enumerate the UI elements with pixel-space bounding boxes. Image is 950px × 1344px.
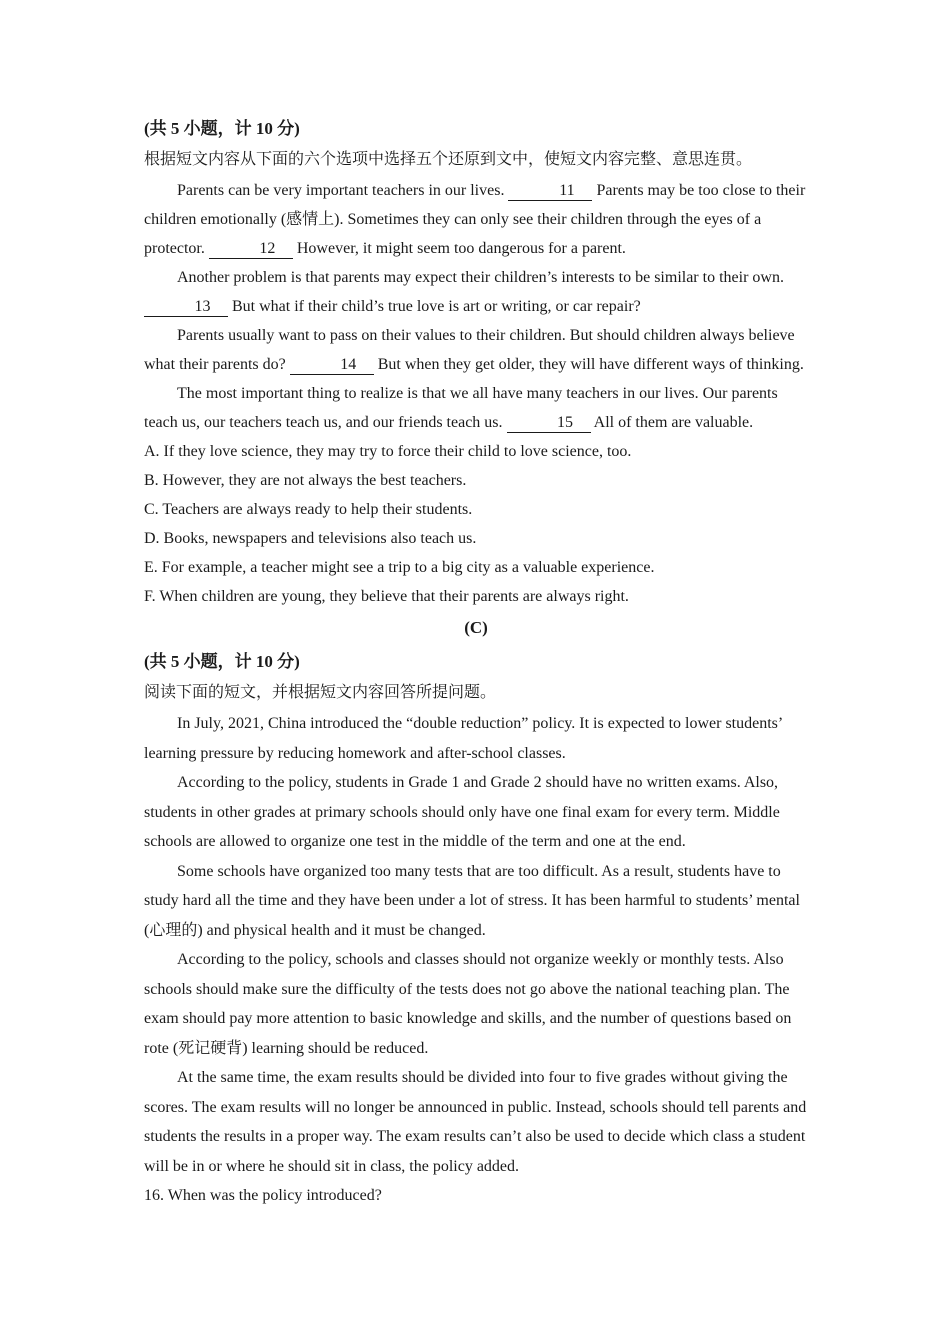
blank-15: 15	[507, 414, 591, 433]
text: All of them are valuable.	[590, 414, 754, 431]
text: Parents can be very important teachers in our lives.	[177, 182, 509, 199]
option-f: F. When children are young, they believe that their parents are always right.	[144, 588, 629, 605]
text: But what if their child’s true love is art or writing, or car repair?	[228, 298, 641, 315]
section-c-heading: (共 5 小题，计 10 分)	[144, 652, 300, 671]
blank-14: 14	[290, 356, 374, 375]
option-e: E. For example, a teacher might see a trip to a big city as a valuable experience.	[144, 559, 655, 576]
blank-13: 13	[144, 298, 228, 317]
passage-c-paragraph-1: In July, 2021, China introduced the “double reduction” policy. It is expected to lower students’ learning pressure by reducing homework and after-school classes.	[144, 715, 783, 762]
passage-b-paragraph-4	[144, 379, 808, 437]
option-a: A. If they love science, they may try to force their child to love science, too.	[144, 443, 632, 460]
text: But when they get older, they will have different ways of thinking.	[373, 356, 804, 373]
passage-c-paragraph-2: According to the policy, students in Grade 1 and Grade 2 should have no written exams. Also, students in other grades at primary schools should only have one final exam for every term. Middle schools are allowed to organize one test in the middle of the term and one at the end.	[144, 774, 780, 850]
option-d: D. Books, newspapers and televisions also teach us.	[144, 530, 477, 547]
passage-b-paragraph-2	[144, 263, 808, 321]
text: Parents usually want to pass on their values to their children. But should children always believe what their parents do?	[144, 327, 795, 373]
passage-b-paragraph-3	[144, 321, 808, 379]
section-b-heading: (共 5 小题，计 10 分)	[144, 119, 300, 138]
passage-c-paragraph-3: Some schools have organized too many tests that are too difficult. As a result, students have to study hard all the time and they have been under a lot of stress. It has been harmful to students’ mental (心理的) and physical health and it must be changed.	[144, 862, 800, 939]
passage-c-paragraph-5: At the same time, the exam results should be divided into four to five grades without giving the scores. The exam results will no longer be announced in public. Instead, schools should tell parents and students the results in a proper way. The exam results can’t also be used to decide which class a student will be in or where he should sit in class, the policy added.	[144, 1069, 807, 1175]
blank-12: 12	[209, 240, 293, 259]
section-b-instruction: 根据短文内容从下面的六个选项中选择五个还原到文中，使短文内容完整、意思连贯。	[144, 151, 753, 168]
text: However, it might seem too dangerous for a parent.	[292, 240, 626, 257]
question-16: 16. When was the policy introduced?	[144, 1187, 382, 1204]
section-c-instruction: 阅读下面的短文，并根据短文内容回答所提问题。	[144, 684, 497, 701]
text: The most important thing to realize is that we all have many teachers in our lives. Our parents teach us, our teachers teach us, and our friends teach us.	[144, 385, 778, 431]
text: Parents may be too close to their children emotionally (感情上). Sometimes they can only see their children through the eyes of a protector.	[144, 182, 806, 257]
document-page	[144, 112, 808, 1210]
option-b: B. However, they are not always the best teachers.	[144, 472, 467, 489]
passage-b-paragraph-1	[144, 176, 808, 263]
option-c: C. Teachers are always ready to help their students.	[144, 501, 473, 518]
passage-c-paragraph-4: According to the policy, schools and classes should not organize weekly or monthly tests. Also schools should make sure the difficulty of the tests does not go above the national teaching plan. The exam should pay more attention to basic knowledge and skills, and the number of questions based on rote (死记硬背) learning should be reduced.	[144, 951, 792, 1057]
blank-11: 11	[508, 182, 592, 201]
section-c-label: (C)	[464, 618, 488, 637]
text: Another problem is that parents may expect their children’s interests to be similar to their own.	[177, 269, 784, 286]
